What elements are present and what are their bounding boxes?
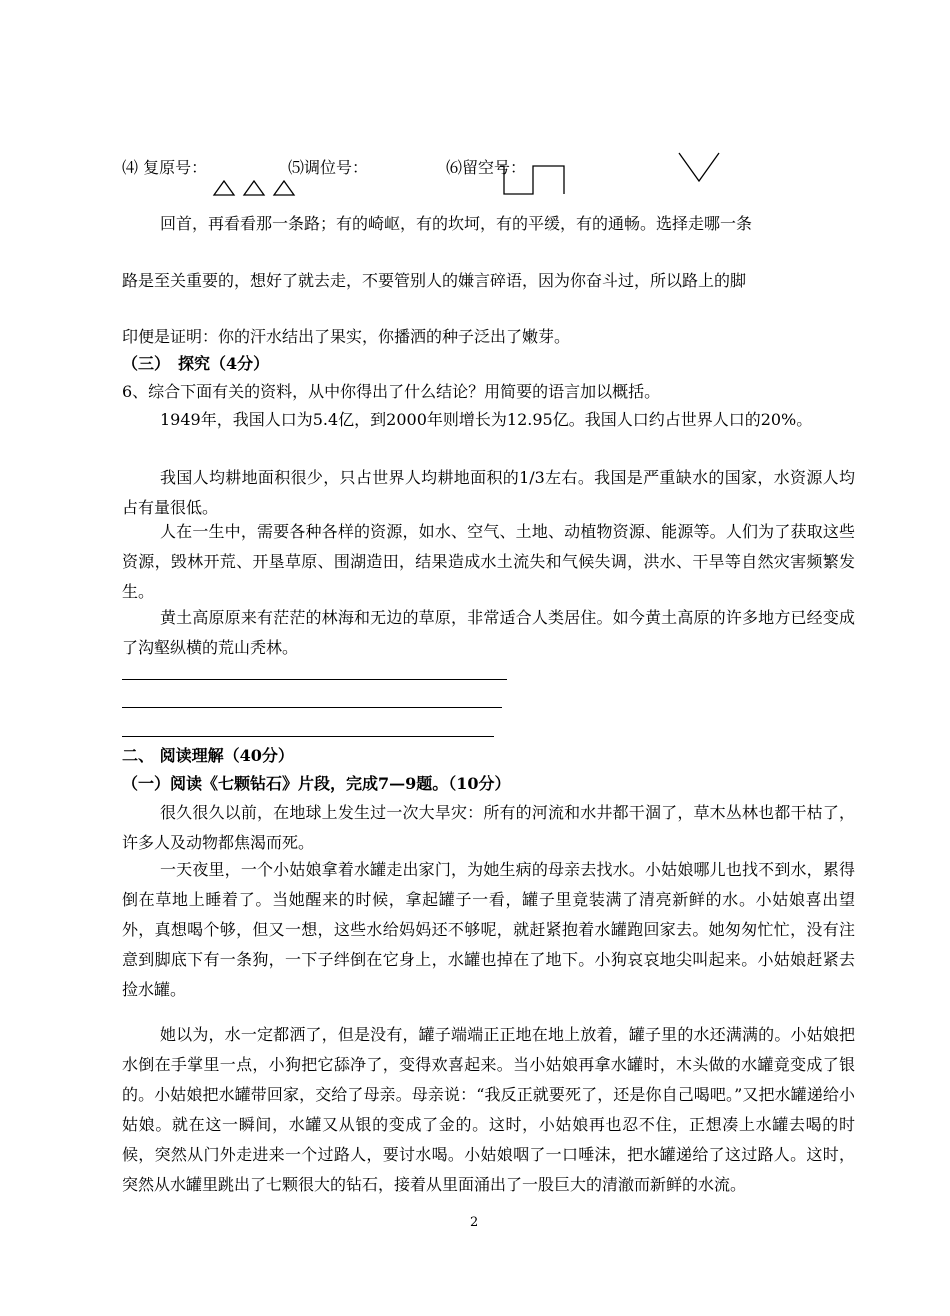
story-paragraph-2: 一天夜里，一个小姑娘拿着水罐走出家门，为她生病的母亲去找水。小姑娘哪儿也找不到水，累得倒在草地上睡着了。当她醒来的时候，拿起罐子一看，罐子里竟装满了清亮新鲜的水。小姑娘喜出望外，真想喝个够，但又一想，这些水给妈妈还不够呢，就赶紧抱着水罐跑回家去。她匆匆忙忙，没有注意到脚底下有一条狗，一下子绊倒在它身上，水罐也掉在了地下。小狗哀哀地尖叫起来。小姑娘赶紧去捡水罐。 <box>122 860 855 999</box>
section-3-heading: （三） 探究（4分） <box>122 354 270 373</box>
material-paragraph-1: 1949年，我国人口为5.4亿，到2000年则增长为12.95亿。我国人口约占世界人口的20%。 <box>160 410 813 429</box>
story-paragraph-1: 很久很久以前，在地球上发生过一次大旱灾：所有的河流和水井都干涸了，草木丛林也都干枯了，许多人及动物都焦渴而死。 <box>122 803 855 852</box>
transpose-mark-label: ⑸调位号： <box>288 158 369 177</box>
material-paragraph-3: 人在一生中，需要各种各样的资源，如水、空气、土地、动植物资源、能源等。人们为了获取这些资源，毁林开荒、开垦草原、围湖造田，结果造成水土流失和气候失调，洪水、干旱等自然灾害频繁发生。 <box>122 522 855 601</box>
restore-mark-triangles-icon <box>212 178 302 198</box>
passage-line-3: 印便是证明：你的汗水结出了果实，你播洒的种子泛出了嫩芽。 <box>122 327 571 346</box>
material-paragraph-2: 我国人均耕地面积很少，只占世界人均耕地面积的1/3左右。我国是严重缺水的国家，水资源人均占有量很低。 <box>122 468 855 517</box>
page-number: 2 <box>470 1215 479 1230</box>
blank-mark-label: ⑹留空号： <box>446 158 527 177</box>
question-6: 6、综合下面有关的资料，从中你得出了什么结论？用简要的语言加以概括。 <box>122 382 661 401</box>
restore-mark-label: ⑷ 复原号： <box>122 158 208 177</box>
passage-line-1: 回首，再看看那一条路；有的崎岖，有的坎坷，有的平缓，有的通畅。选择走哪一条 <box>160 214 753 233</box>
answer-line-1[interactable] <box>122 679 507 680</box>
answer-line-2[interactable] <box>122 707 502 708</box>
passage-line-2: 路是至关重要的，想好了就去走，不要管别人的嫌言碎语，因为你奋斗过，所以路上的脚 <box>122 271 747 290</box>
part-2-heading: 二、 阅读理解（40分） <box>122 746 294 765</box>
reading-1-heading: （一）阅读《七颗钻石》片段，完成7—9题。（10分） <box>122 774 511 793</box>
answer-line-3[interactable] <box>122 736 494 737</box>
caret-insert-mark-icon <box>678 152 722 184</box>
story-paragraph-3: 她以为，水一定都洒了，但是没有，罐子端端正正地在地上放着，罐子里的水还满满的。小姑娘把水倒在手掌里一点，小狗把它舔净了，变得欢喜起来。当小姑娘再拿水罐时，木头做的水罐竟变成了银的。小姑娘把水罐带回家，交给了母亲。母亲说：“我反正就要死了，还是你自己喝吧。”又把水罐递给小姑娘。就在这一瞬间，水罐又从银的变成了金的。这时，小姑娘再也忍不住，正想凑上水罐去喝的时候，突然从门外走进来一个过路人，要讨水喝。小姑娘咽了一口唾沫，把水罐递给了这过路人。这时，突然从水罐里跳出了七颗很大的钻石，接着从里面涌出了一股巨大的清澈而新鲜的水流。 <box>122 1025 855 1194</box>
blank-mark-symbol-icon <box>500 162 570 196</box>
material-paragraph-4: 黄土高原原来有茫茫的林海和无边的草原，非常适合人类居住。如今黄土高原的许多地方已经变成了沟壑纵横的荒山秃林。 <box>122 608 855 657</box>
